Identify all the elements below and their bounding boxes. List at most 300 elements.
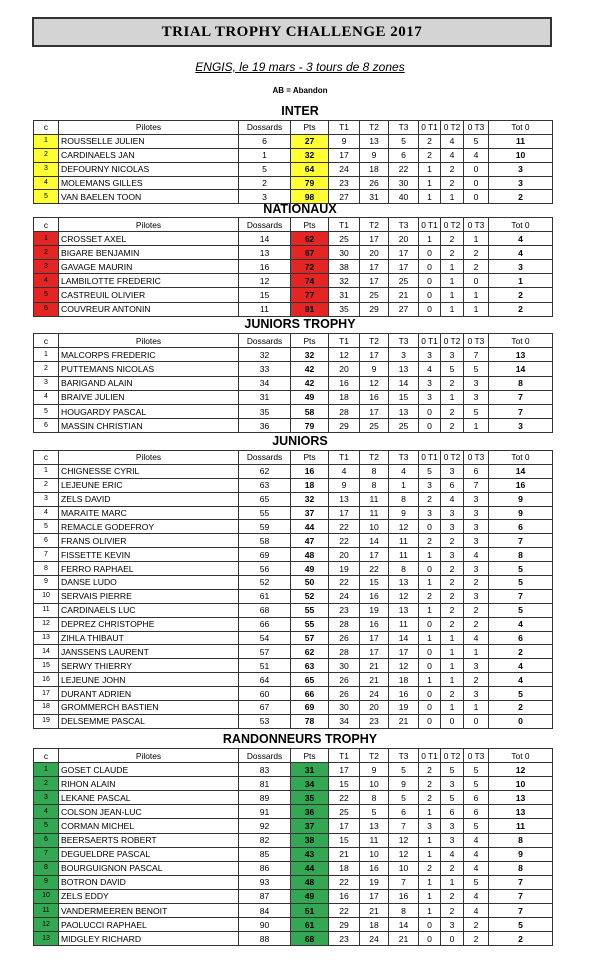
cell-t1: 24 — [329, 162, 360, 176]
cell-t1: 26 — [329, 673, 360, 687]
cell-dossard: 31 — [239, 390, 291, 404]
cell-t3: 5 — [389, 791, 419, 805]
cell-pilot: JANSSENS LAURENT — [59, 645, 239, 659]
table-row — [34, 390, 553, 404]
cell-pts: 44 — [291, 520, 329, 534]
header-c: c — [34, 334, 59, 348]
cell-zero-t2: 2 — [441, 232, 464, 246]
cell-zero-t2: 1 — [441, 673, 464, 687]
cell-zero-t2: 6 — [441, 478, 464, 492]
cell-tot-zero: 5 — [489, 576, 553, 590]
cell-zero-t3: 2 — [464, 673, 489, 687]
cell-zero-t3: 4 — [464, 631, 489, 645]
cell-t3: 3 — [389, 348, 419, 362]
cell-tot-zero: 2 — [489, 302, 553, 316]
cell-pts: 52 — [291, 589, 329, 603]
cell-zero-t2: 2 — [441, 589, 464, 603]
cell-t3: 17 — [389, 260, 419, 274]
cell-zero-t1: 0 — [419, 617, 441, 631]
cell-zero-t2: 1 — [441, 875, 464, 889]
table-row — [34, 534, 553, 548]
cell-t1: 4 — [329, 464, 360, 478]
header-t2: T2 — [360, 218, 389, 232]
cell-pilot: SERWY THIERRY — [59, 659, 239, 673]
cell-pts: 34 — [291, 777, 329, 791]
cell-pts: 32 — [291, 348, 329, 362]
cell-t3: 7 — [389, 819, 419, 833]
cell-pts: 62 — [291, 645, 329, 659]
cell-zero-t2: 1 — [441, 659, 464, 673]
cell-zero-t2: 1 — [441, 260, 464, 274]
cell-tot-zero: 16 — [489, 478, 553, 492]
cell-zero-t1: 0 — [419, 562, 441, 576]
cell-pilot: MARAITE MARC — [59, 506, 239, 520]
cell-t1: 20 — [329, 548, 360, 562]
cell-t3: 8 — [389, 562, 419, 576]
cell-zero-t1: 3 — [419, 819, 441, 833]
cell-tot-zero: 2 — [489, 288, 553, 302]
cell-t1: 15 — [329, 777, 360, 791]
cell-t2: 31 — [360, 190, 389, 204]
cell-tot-zero: 5 — [489, 603, 553, 617]
table-row — [34, 148, 553, 162]
page-title: TRIAL TROPHY CHALLENGE 2017 — [32, 17, 552, 47]
header-zero-t3: 0 T3 — [464, 749, 489, 763]
cell-dossard: 16 — [239, 260, 291, 274]
cell-zero-t1: 3 — [419, 348, 441, 362]
cell-zero-t1: 0 — [419, 288, 441, 302]
cell-zero-t3: 6 — [464, 464, 489, 478]
cell-zero-t2: 5 — [441, 362, 464, 376]
cell-tot-zero: 10 — [489, 148, 553, 162]
cell-t3: 30 — [389, 176, 419, 190]
cell-pts: 77 — [291, 288, 329, 302]
header-zero-t1: 0 T1 — [419, 749, 441, 763]
header-pilotes: Pilotes — [59, 451, 239, 465]
header-tot-zero: Tot 0 — [489, 451, 553, 465]
cell-dossard: 68 — [239, 603, 291, 617]
header-t2: T2 — [360, 451, 389, 465]
header-t2: T2 — [360, 334, 389, 348]
cell-t3: 19 — [389, 701, 419, 715]
cell-t1: 12 — [329, 348, 360, 362]
cell-pts: 16 — [291, 464, 329, 478]
cell-pts: 36 — [291, 805, 329, 819]
header-t3: T3 — [389, 334, 419, 348]
cell-pts: 49 — [291, 889, 329, 903]
cell-pts: 37 — [291, 819, 329, 833]
cell-dossard: 54 — [239, 631, 291, 645]
cell-pts: 42 — [291, 362, 329, 376]
cell-zero-t1: 0 — [419, 419, 441, 433]
cell-t1: 16 — [329, 376, 360, 390]
table-row — [34, 260, 553, 274]
cell-t1: 29 — [329, 918, 360, 932]
cell-t1: 9 — [329, 478, 360, 492]
header-zero-t1: 0 T1 — [419, 218, 441, 232]
cell-dossard: 67 — [239, 701, 291, 715]
cell-pilot: ZELS DAVID — [59, 492, 239, 506]
cell-pts: 72 — [291, 260, 329, 274]
cell-t1: 30 — [329, 246, 360, 260]
cell-pilot: BRAIVE JULIEN — [59, 390, 239, 404]
cell-rank: 13 — [34, 631, 59, 645]
cell-tot-zero: 12 — [489, 763, 553, 777]
cell-pts: 31 — [291, 763, 329, 777]
cell-pilot: SERVAIS PIERRE — [59, 589, 239, 603]
header-pts: Pts — [291, 451, 329, 465]
cell-t3: 6 — [389, 805, 419, 819]
cell-zero-t3: 1 — [464, 232, 489, 246]
table-row — [34, 819, 553, 833]
table-row — [34, 714, 553, 728]
cell-t3: 16 — [389, 687, 419, 701]
header-zero-t2: 0 T2 — [441, 451, 464, 465]
cell-t1: 16 — [329, 889, 360, 903]
cell-pts: 49 — [291, 390, 329, 404]
cell-dossard: 13 — [239, 246, 291, 260]
cell-tot-zero: 14 — [489, 362, 553, 376]
cell-t2: 24 — [360, 932, 389, 946]
cell-zero-t2: 3 — [441, 520, 464, 534]
cell-t3: 11 — [389, 534, 419, 548]
cell-zero-t2: 1 — [441, 390, 464, 404]
cell-pts: 61 — [291, 918, 329, 932]
cell-dossard: 90 — [239, 918, 291, 932]
cell-zero-t3: 1 — [464, 645, 489, 659]
cell-t1: 26 — [329, 631, 360, 645]
cell-tot-zero: 1 — [489, 274, 553, 288]
cell-zero-t1: 2 — [419, 777, 441, 791]
cell-t1: 23 — [329, 932, 360, 946]
cell-pts: 69 — [291, 701, 329, 715]
cell-zero-t1: 0 — [419, 404, 441, 418]
table-row — [34, 889, 553, 903]
table-row — [34, 763, 553, 777]
cell-rank: 3 — [34, 492, 59, 506]
cell-t3: 15 — [389, 390, 419, 404]
cell-t2: 8 — [360, 464, 389, 478]
cell-tot-zero: 4 — [489, 232, 553, 246]
header-tot-zero: Tot 0 — [489, 218, 553, 232]
table-row — [34, 617, 553, 631]
cell-t2: 16 — [360, 589, 389, 603]
cell-pilot: CORMAN MICHEL — [59, 819, 239, 833]
cell-zero-t3: 2 — [464, 617, 489, 631]
cell-dossard: 51 — [239, 659, 291, 673]
cell-tot-zero: 9 — [489, 847, 553, 861]
cell-dossard: 85 — [239, 847, 291, 861]
header-zero-t3: 0 T3 — [464, 218, 489, 232]
cell-pts: 55 — [291, 617, 329, 631]
cell-zero-t3: 4 — [464, 889, 489, 903]
section-title: INTER — [281, 104, 319, 118]
cell-tot-zero: 2 — [489, 190, 553, 204]
cell-t2: 21 — [360, 673, 389, 687]
cell-t2: 17 — [360, 631, 389, 645]
cell-t2: 9 — [360, 763, 389, 777]
cell-t3: 8 — [389, 492, 419, 506]
cell-zero-t1: 1 — [419, 190, 441, 204]
cell-t1: 17 — [329, 148, 360, 162]
cell-dossard: 63 — [239, 478, 291, 492]
cell-rank: 4 — [34, 805, 59, 819]
cell-pts: 42 — [291, 376, 329, 390]
cell-pilot: GROMMERCH BASTIEN — [59, 701, 239, 715]
header-zero-t3: 0 T3 — [464, 451, 489, 465]
cell-pilot: BIGARE BENJAMIN — [59, 246, 239, 260]
cell-tot-zero: 7 — [489, 404, 553, 418]
header-pilotes: Pilotes — [59, 749, 239, 763]
cell-t3: 10 — [389, 861, 419, 875]
cell-rank: 4 — [34, 390, 59, 404]
table-row — [34, 288, 553, 302]
cell-t2: 23 — [360, 714, 389, 728]
cell-pilot: CASTREUIL OLIVIER — [59, 288, 239, 302]
cell-t2: 10 — [360, 847, 389, 861]
table-header-row — [34, 334, 553, 348]
cell-tot-zero: 11 — [489, 819, 553, 833]
cell-t1: 17 — [329, 819, 360, 833]
cell-t1: 15 — [329, 833, 360, 847]
cell-t3: 14 — [389, 631, 419, 645]
cell-rank: 5 — [34, 404, 59, 418]
cell-pts: 43 — [291, 847, 329, 861]
table-row — [34, 847, 553, 861]
cell-zero-t1: 0 — [419, 714, 441, 728]
cell-pilot: FISSETTE KEVIN — [59, 548, 239, 562]
cell-t2: 21 — [360, 904, 389, 918]
table-row — [34, 506, 553, 520]
cell-zero-t1: 1 — [419, 847, 441, 861]
cell-zero-t3: 3 — [464, 659, 489, 673]
cell-dossard: 84 — [239, 904, 291, 918]
header-zero-t3: 0 T3 — [464, 334, 489, 348]
cell-t1: 32 — [329, 274, 360, 288]
cell-zero-t2: 2 — [441, 861, 464, 875]
cell-t1: 22 — [329, 875, 360, 889]
cell-t3: 21 — [389, 932, 419, 946]
cell-zero-t3: 4 — [464, 148, 489, 162]
cell-dossard: 5 — [239, 162, 291, 176]
cell-zero-t2: 4 — [441, 847, 464, 861]
cell-t1: 26 — [329, 687, 360, 701]
cell-pilot: DURANT ADRIEN — [59, 687, 239, 701]
cell-pilot: VANDERMEEREN BENOIT — [59, 904, 239, 918]
cell-zero-t3: 3 — [464, 506, 489, 520]
cell-zero-t3: 5 — [464, 134, 489, 148]
cell-dossard: 83 — [239, 763, 291, 777]
cell-t2: 8 — [360, 478, 389, 492]
cell-rank: 8 — [34, 861, 59, 875]
cell-rank: 1 — [34, 464, 59, 478]
cell-t3: 5 — [389, 134, 419, 148]
cell-pilot: BOURGUIGNON PASCAL — [59, 861, 239, 875]
cell-tot-zero: 5 — [489, 562, 553, 576]
cell-t2: 17 — [360, 645, 389, 659]
header-t1: T1 — [329, 749, 360, 763]
cell-pts: 57 — [291, 631, 329, 645]
cell-pts: 64 — [291, 162, 329, 176]
cell-rank: 18 — [34, 701, 59, 715]
cell-zero-t3: 3 — [464, 589, 489, 603]
cell-zero-t3: 4 — [464, 861, 489, 875]
cell-dossard: 66 — [239, 617, 291, 631]
table-row — [34, 478, 553, 492]
cell-tot-zero: 7 — [489, 875, 553, 889]
cell-t2: 16 — [360, 861, 389, 875]
cell-pts: 67 — [291, 246, 329, 260]
cell-rank: 16 — [34, 673, 59, 687]
cell-zero-t1: 1 — [419, 889, 441, 903]
cell-zero-t1: 1 — [419, 805, 441, 819]
cell-tot-zero: 11 — [489, 134, 553, 148]
cell-dossard: 53 — [239, 714, 291, 728]
cell-dossard: 56 — [239, 562, 291, 576]
section-title: JUNIORS TROPHY — [244, 317, 356, 331]
header-zero-t2: 0 T2 — [441, 334, 464, 348]
cell-t1: 21 — [329, 847, 360, 861]
cell-rank: 2 — [34, 246, 59, 260]
cell-tot-zero: 8 — [489, 861, 553, 875]
cell-tot-zero: 7 — [489, 589, 553, 603]
cell-pilot: MOLEMANS GILLES — [59, 176, 239, 190]
cell-t3: 25 — [389, 419, 419, 433]
cell-t1: 25 — [329, 805, 360, 819]
cell-t2: 14 — [360, 534, 389, 548]
header-t1: T1 — [329, 334, 360, 348]
cell-tot-zero: 13 — [489, 791, 553, 805]
cell-t3: 7 — [389, 875, 419, 889]
cell-zero-t1: 0 — [419, 932, 441, 946]
cell-rank: 14 — [34, 645, 59, 659]
cell-zero-t3: 1 — [464, 302, 489, 316]
cell-t3: 9 — [389, 506, 419, 520]
cell-t2: 20 — [360, 701, 389, 715]
cell-tot-zero: 7 — [489, 889, 553, 903]
cell-t1: 29 — [329, 419, 360, 433]
cell-t1: 28 — [329, 645, 360, 659]
cell-t3: 12 — [389, 833, 419, 847]
cell-rank: 4 — [34, 274, 59, 288]
cell-pilot: LAMBILOTTE FREDERIC — [59, 274, 239, 288]
cell-t3: 1 — [389, 478, 419, 492]
cell-tot-zero: 7 — [489, 390, 553, 404]
cell-t1: 22 — [329, 576, 360, 590]
cell-pts: 48 — [291, 548, 329, 562]
cell-pilot: ZELS EDDY — [59, 889, 239, 903]
cell-zero-t2: 2 — [441, 534, 464, 548]
cell-t3: 18 — [389, 673, 419, 687]
cell-zero-t2: 2 — [441, 176, 464, 190]
cell-pilot: ROUSSELLE JULIEN — [59, 134, 239, 148]
cell-t3: 14 — [389, 376, 419, 390]
cell-t1: 27 — [329, 190, 360, 204]
cell-t2: 5 — [360, 805, 389, 819]
cell-dossard: 87 — [239, 889, 291, 903]
header-pts: Pts — [291, 218, 329, 232]
cell-tot-zero: 5 — [489, 687, 553, 701]
cell-zero-t1: 1 — [419, 673, 441, 687]
cell-zero-t3: 0 — [464, 190, 489, 204]
cell-tot-zero: 7 — [489, 904, 553, 918]
cell-t3: 8 — [389, 904, 419, 918]
cell-pilot: CARDINAELS LUC — [59, 603, 239, 617]
header-dossards: Dossards — [239, 451, 291, 465]
cell-t2: 11 — [360, 833, 389, 847]
cell-zero-t2: 1 — [441, 190, 464, 204]
cell-t3: 12 — [389, 589, 419, 603]
cell-zero-t1: 1 — [419, 603, 441, 617]
header-tot-zero: Tot 0 — [489, 749, 553, 763]
cell-pts: 44 — [291, 861, 329, 875]
header-c: c — [34, 218, 59, 232]
cell-t2: 13 — [360, 819, 389, 833]
cell-zero-t1: 0 — [419, 659, 441, 673]
cell-pilot: DELSEMME PASCAL — [59, 714, 239, 728]
cell-dossard: 62 — [239, 464, 291, 478]
cell-tot-zero: 0 — [489, 714, 553, 728]
cell-t1: 31 — [329, 288, 360, 302]
cell-rank: 5 — [34, 819, 59, 833]
cell-zero-t3: 5 — [464, 875, 489, 889]
cell-zero-t2: 0 — [441, 932, 464, 946]
event-subtitle: ENGIS, le 19 mars - 3 tours de 8 zones — [195, 60, 405, 74]
cell-zero-t3: 4 — [464, 847, 489, 861]
table-row — [34, 777, 553, 791]
cell-rank: 5 — [34, 520, 59, 534]
cell-rank: 3 — [34, 791, 59, 805]
results-table — [33, 217, 553, 317]
cell-rank: 4 — [34, 176, 59, 190]
cell-dossard: 59 — [239, 520, 291, 534]
cell-zero-t3: 2 — [464, 918, 489, 932]
cell-zero-t3: 0 — [464, 176, 489, 190]
cell-pts: 65 — [291, 673, 329, 687]
cell-t2: 17 — [360, 260, 389, 274]
cell-zero-t1: 2 — [419, 492, 441, 506]
table-row — [34, 645, 553, 659]
cell-tot-zero: 9 — [489, 492, 553, 506]
cell-zero-t2: 1 — [441, 274, 464, 288]
cell-t2: 25 — [360, 419, 389, 433]
cell-pilot: LEJEUNE JOHN — [59, 673, 239, 687]
cell-dossard: 69 — [239, 548, 291, 562]
cell-rank: 10 — [34, 889, 59, 903]
cell-pts: 79 — [291, 176, 329, 190]
cell-zero-t3: 7 — [464, 348, 489, 362]
header-zero-t1: 0 T1 — [419, 334, 441, 348]
cell-rank: 11 — [34, 603, 59, 617]
cell-pilot: HOUGARDY PASCAL — [59, 404, 239, 418]
cell-zero-t2: 1 — [441, 631, 464, 645]
cell-tot-zero: 6 — [489, 631, 553, 645]
cell-tot-zero: 8 — [489, 833, 553, 847]
cell-pilot: GOSET CLAUDE — [59, 763, 239, 777]
cell-t1: 34 — [329, 714, 360, 728]
cell-zero-t1: 0 — [419, 645, 441, 659]
cell-t2: 12 — [360, 376, 389, 390]
cell-t2: 18 — [360, 162, 389, 176]
cell-rank: 9 — [34, 576, 59, 590]
cell-zero-t1: 1 — [419, 904, 441, 918]
cell-rank: 6 — [34, 419, 59, 433]
table-row — [34, 589, 553, 603]
header-t2: T2 — [360, 121, 389, 135]
cell-pilot: CHIGNESSE CYRIL — [59, 464, 239, 478]
cell-zero-t3: 0 — [464, 714, 489, 728]
header-tot-zero: Tot 0 — [489, 334, 553, 348]
